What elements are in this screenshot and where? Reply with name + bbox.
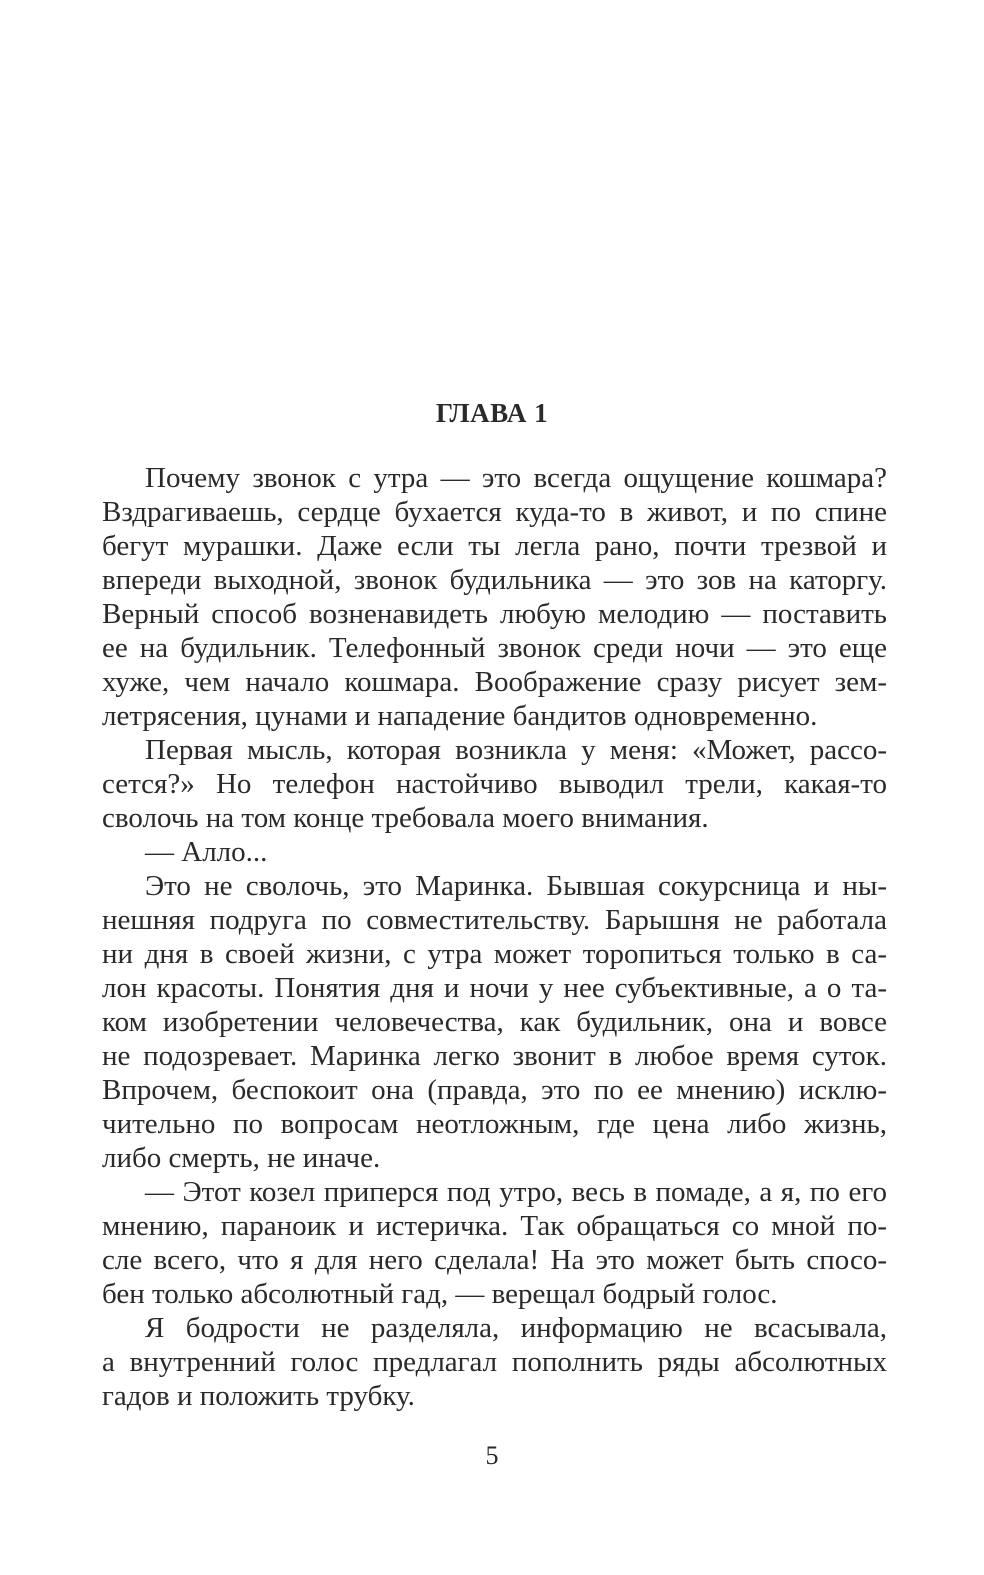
page-number: 5 — [485, 1441, 499, 1470]
text-line: лон красоты. Понятия дня и ночи у нее субъективные, а о та- — [102, 972, 887, 1004]
text-line: ее на будильник. Телефонный звонок среди ночи — это еще — [102, 632, 887, 664]
text-line: ни дня в своей жизни, с утра может торопиться только в са- — [102, 938, 887, 970]
text-line: сле всего, что я для него сделала! На это может быть спосо- — [102, 1244, 887, 1276]
text-line: гадов и положить трубку. — [102, 1380, 415, 1412]
text-line: Впрочем, беспокоит она (правда, это по ее мнению) исклю- — [102, 1074, 887, 1106]
text-line: — Этот козел приперся под утро, весь в помаде, а я, по его — [145, 1176, 887, 1208]
text-line: ком изобретении человечества, как будильник, она и вовсе — [102, 1006, 887, 1038]
text-line: сволочь на том конце требовала моего внимания. — [102, 802, 709, 834]
text-line: хуже, чем начало кошмара. Воображение сразу рисует зем- — [102, 666, 887, 698]
text-line: Это не сволочь, это Маринка. Бывшая сокурсница и ны- — [145, 870, 887, 902]
text-line: мнению, параноик и истеричка. Так обращаться со мной по- — [102, 1210, 887, 1242]
text-line: впереди выходной, звонок будильника — это зов на каторгу. — [102, 564, 887, 596]
text-line: сется?» Но телефон настойчиво выводил трели, какая-то — [102, 768, 887, 800]
text-line: Почему звонок с утра — это всегда ощущение кошмара? — [145, 462, 887, 494]
text-line: бегут мурашки. Даже если ты легла рано, почти трезвой и — [102, 530, 887, 562]
body-text — [102, 461, 887, 1413]
text-line: Я бодрости не разделяла, информацию не всасывала, — [145, 1312, 887, 1344]
text-line: Первая мысль, которая возникла у меня: «Может, рассо- — [145, 734, 887, 766]
chapter-title: ГЛАВА 1 — [435, 398, 549, 428]
text-line: — Алло... — [145, 836, 268, 868]
text-line: бен только абсолютный гад, — верещал бодрый голос. — [102, 1278, 778, 1310]
text-line: чительно по вопросам неотложным, где цена либо жизнь, — [102, 1108, 887, 1140]
text-line: нешняя подруга по совместительству. Барышня не работала — [102, 904, 887, 936]
text-line: Верный способ возненавидеть любую мелодию — поставить — [102, 598, 887, 630]
text-line: либо смерть, не иначе. — [102, 1142, 381, 1174]
text-line: летрясения, цунами и нападение бандитов одновременно. — [102, 700, 818, 732]
text-line: не подозревает. Маринка легко звонит в любое время суток. — [102, 1040, 887, 1072]
text-line: а внутренний голос предлагал пополнить ряды абсолютных — [102, 1346, 887, 1378]
text-line: Вздрагиваешь, сердце бухается куда-то в живот, и по спине — [102, 496, 887, 528]
